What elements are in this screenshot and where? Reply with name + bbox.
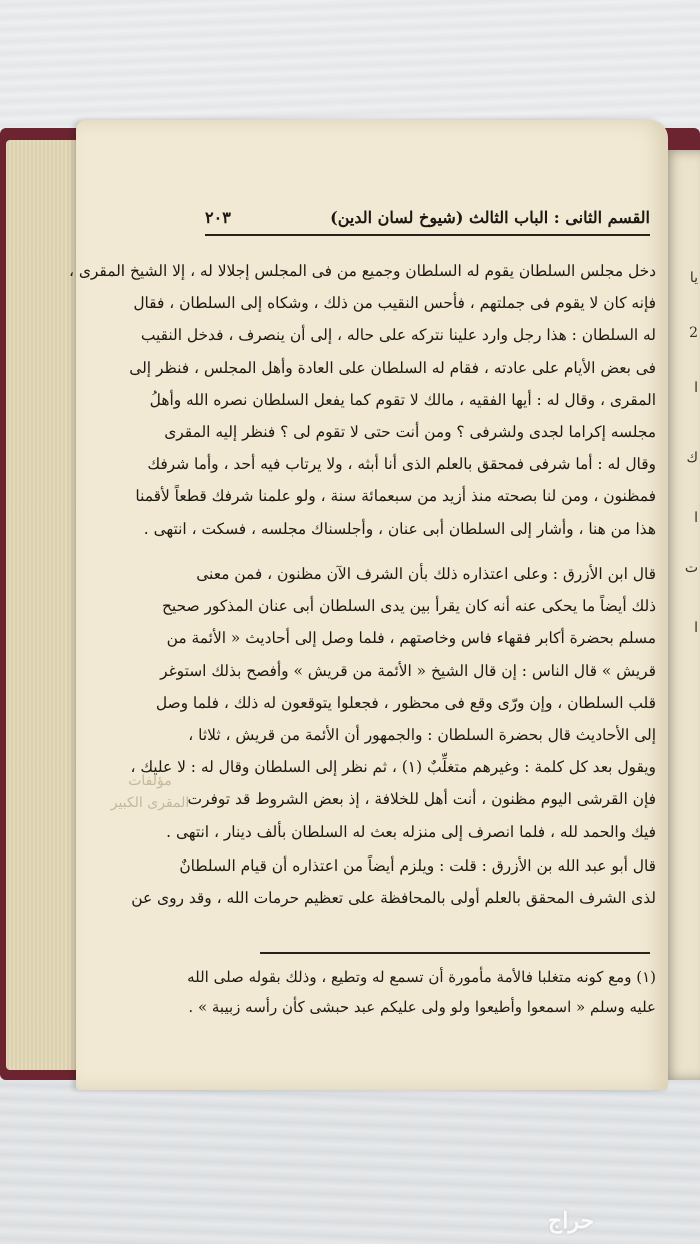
facing-page-fragment: ا [694,620,698,636]
facing-page-fragment: ا [694,510,698,526]
footnote-rule [260,952,650,954]
paragraph-3 [131,850,656,914]
fabric-background-bottom [0,1080,700,1244]
text-line: هذا من هنا ، وأشار إلى السلطان أبى عنان ، وأجلسناك مجلسه ، فسكت ، انتهى . [143,519,656,538]
text-line: فإنه كان لا يقوم فى جملتهم ، فأحس النقيب من ذلك ، وشكاه إلى السلطان ، فقال [133,294,656,313]
text-line: قريش » قال الناس : إن قال الشيخ « الأئمة من قريش » وأفصح بذلك استوغر [160,661,656,680]
text-line: فمظنون ، ومن لنا بصحته منذ أزيد من سبعمائة سنة ، ولو علمنا شرفك قطعاً لأقمنا [135,487,656,506]
margin-note-line: المقرى الكبير [110,795,190,811]
facing-page-fragment: ت [684,560,698,576]
text-line: لذى الشرف المحقق بالعلم أولى بالمحافظة على تعظيم حرمات الله ، وقد روى عن [131,889,656,908]
text-line: قال ابن الأزرق : وعلى اعتذاره ذلك بأن الشرف الآن مظنون ، فمن معنى [196,565,656,583]
page-number: ٢٠٣ [205,208,231,227]
watermark-logo: حراج [548,1208,595,1234]
fabric-background-top [0,0,700,140]
page-edges [6,140,76,1070]
text-line: قلب السلطان ، وإن ورّى وقع فى محظور ، فجعلوا يتوقعون له ذلك ، فلما وصل [155,693,656,712]
text-line: فيك والحمد لله ، فلما انصرف إلى منزله بعث له السلطان بألف دينار ، انتهى . [166,822,656,841]
margin-note [110,770,190,814]
header-rule [205,234,650,236]
facing-page-fragment: ك [686,450,698,466]
text-line: ويقول بعد كل كلمة : وغيرهم متغلِّبٌ (١) ، ثم نظر إلى السلطان وقال له : لا عليك ، [130,758,656,777]
text-line: مسلم بحضرة أكابر فقهاء فاس وخاصتهم ، فلما وصل إلى أحاديث « الأئمة من [166,629,656,648]
text-line: ذلك أيضاً ما يحكى عنه أنه كان يقرأ بين يدى السلطان أبى عنان المذكور صحيح [161,597,656,616]
facing-page-fragment: 2 [689,325,698,341]
margin-note-line: مؤلفات [128,773,172,789]
text-line: إلى الأحاديث قال بحضرة السلطان : والجمهور أن الأئمة من قريش ، ثلاثا ، [188,725,656,744]
text-line: وقال له : أما شرفى فمحقق بالعلم الذى أنا أبثه ، ولا يرتاب فيه أحد ، وأما شرفك [147,455,656,474]
facing-page-fragment: ا [694,380,698,396]
running-header [205,208,650,227]
text-line: له السلطان : هذا رجل وارد علينا نتركه على حاله ، إلى أن ينصرف ، فدخل النقيب [140,326,656,345]
text-line: المقرى ، وقال له : أيها الفقيه ، مالك لا تقوم كما يفعل السلطان نصره الله وأهلُ [149,390,656,409]
text-line: فإن القرشى اليوم مظنون ، أنت أهل للخلافة ، إذ بعض الشروط قد توفرت [187,790,656,809]
footnote-line: (١) ومع كونه متغلبا فالأمة مأمورة أن تسمع له وتطيع ، وذلك بقوله صلى الله [187,968,656,986]
text-line: قال أبو عبد الله بن الأزرق : قلت : ويلزم أيضاً من اعتذاره أن قيام السلطانٌ [179,857,656,875]
paragraph-1 [69,255,656,545]
footnote-line: عليه وسلم « اسمعوا وأطيعوا ولو ولى عليكم عبد حبشى كأن رأسه زبيبة » . [188,998,656,1016]
running-header-title: القسم الثانى : الباب الثالث (شيوخ لسان الدين) [330,208,650,227]
footnote [187,962,656,1022]
text-line: مجلسه إكراما لجدى ولشرفى ؟ ومن أنت حتى لا تقوم لى ؟ فنظر إليه المقرى [164,422,656,441]
text-line: دخل مجلس السلطان يقوم له السلطان وجميع من فى المجلس إجلالا له ، إلا الشيخ المقرى ، [69,262,656,280]
text-line: فى بعض الأيام على عادته ، فقام له السلطان على العادة وأهل المجلس ، فنظر إلى [129,358,656,377]
facing-page-fragment: يا [689,270,698,286]
